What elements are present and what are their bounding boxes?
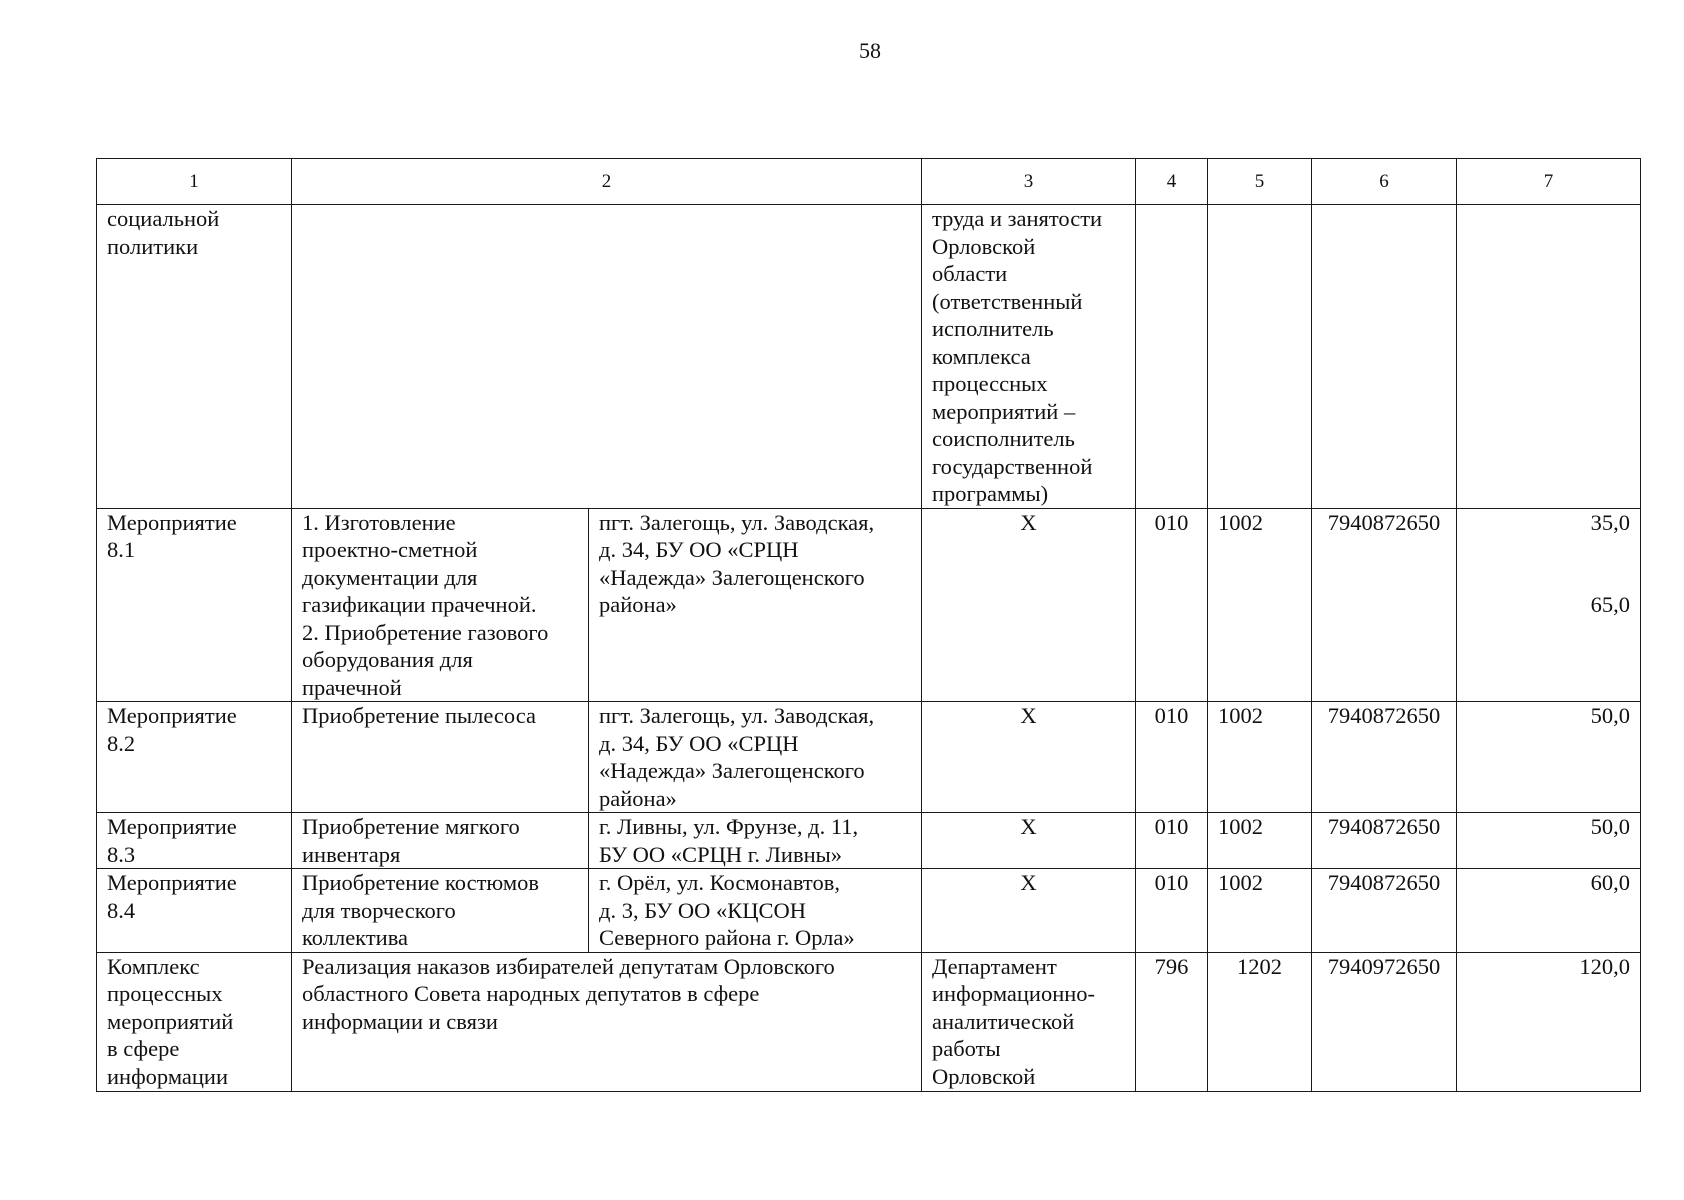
amount-cell: 60,0: [1457, 869, 1641, 953]
table-row: [97, 508, 1641, 702]
measure-description-cell: Приобретение пылесоса: [292, 702, 589, 813]
target-code-cell: 7940872650: [1312, 508, 1457, 702]
row-title-cell: Мероприятие 8.2: [97, 702, 292, 813]
target-code-cell: 7940872650: [1312, 702, 1457, 813]
amount-value: 65,0: [1590, 592, 1630, 617]
executor-cell: Х: [922, 869, 1136, 953]
section-code-cell: 1202: [1208, 952, 1312, 1091]
row-title-cell: Комплекс процессных мероприятий в сфере информации: [97, 952, 292, 1091]
section-code-cell: 1002: [1208, 508, 1312, 702]
header-cell-6: 6: [1312, 159, 1457, 205]
amount-cell: [1457, 508, 1641, 702]
amount-cell: [1457, 205, 1641, 509]
target-code-cell: [1312, 205, 1457, 509]
row-title-cell: Мероприятие 8.3: [97, 813, 292, 869]
target-code-cell: 7940972650: [1312, 952, 1457, 1091]
address-cell: г. Орёл, ул. Космонавтов, д. 3, БУ ОО «КЦСОН Северного района г. Орла»: [589, 869, 922, 953]
section-code-cell: 1002: [1208, 869, 1312, 953]
header-cell-1: 1: [97, 159, 292, 205]
description-cell: [292, 205, 922, 509]
row-title-cell: Мероприятие 8.4: [97, 869, 292, 953]
executor-cell: Х: [922, 508, 1136, 702]
address-cell: пгт. Залегощь, ул. Заводская, д. 34, БУ ОО «СРЦН «Надежда» Залегощенского района»: [589, 508, 922, 702]
column-number-header-row: [97, 159, 1641, 205]
target-code-cell: 7940872650: [1312, 869, 1457, 953]
executor-cell: Х: [922, 702, 1136, 813]
grbs-code-cell: 010: [1136, 508, 1208, 702]
section-code-cell: 1002: [1208, 702, 1312, 813]
address-cell: пгт. Залегощь, ул. Заводская, д. 34, БУ ОО «СРЦН «Надежда» Залегощенского района»: [589, 702, 922, 813]
grbs-code-cell: 010: [1136, 813, 1208, 869]
table-row: [97, 205, 1641, 509]
address-cell: г. Ливны, ул. Фрунзе, д. 11, БУ ОО «СРЦН г. Ливны»: [589, 813, 922, 869]
grbs-code-cell: [1136, 205, 1208, 509]
target-code-cell: 7940872650: [1312, 813, 1457, 869]
table-row: [97, 869, 1641, 953]
row-title-cell: социальной политики: [97, 205, 292, 509]
measure-description-cell: Приобретение мягкого инвентаря: [292, 813, 589, 869]
measure-description-cell: 1. Изготовление проектно-сметной документации для газификации прачечной. 2. Приобретение газового оборудования для прачечной: [292, 508, 589, 702]
amount-cell: 50,0: [1457, 813, 1641, 869]
measure-description-cell: Приобретение костюмов для творческого коллектива: [292, 869, 589, 953]
header-cell-4: 4: [1136, 159, 1208, 205]
header-cell-3: 3: [922, 159, 1136, 205]
executor-cell: труда и занятости Орловской области (ответственный исполнитель комплекса процессных мероприятий – соисполнитель государственной программы): [922, 205, 1136, 509]
table-row: [97, 952, 1641, 1091]
appropriations-table: [96, 158, 1641, 1092]
amount-cell: 50,0: [1457, 702, 1641, 813]
page-number: 58: [859, 38, 881, 63]
grbs-code-cell: 796: [1136, 952, 1208, 1091]
header-cell-5: 5: [1208, 159, 1312, 205]
grbs-code-cell: 010: [1136, 702, 1208, 813]
description-cell: Реализация наказов избирателей депутатам Орловского областного Совета народных депутатов в сфере информации и связи: [292, 952, 922, 1091]
executor-cell: Департамент информационно- аналитической работы Орловской: [922, 952, 1136, 1091]
section-code-cell: 1002: [1208, 813, 1312, 869]
amount-spacer: [1467, 536, 1630, 591]
table-row: [97, 702, 1641, 813]
amount-cell: 120,0: [1457, 952, 1641, 1091]
section-code-cell: [1208, 205, 1312, 509]
row-title-cell: Мероприятие 8.1: [97, 508, 292, 702]
header-cell-2: 2: [292, 159, 922, 205]
executor-cell: Х: [922, 813, 1136, 869]
header-cell-7: 7: [1457, 159, 1641, 205]
amount-value: 35,0: [1590, 509, 1630, 535]
table-row: [97, 813, 1641, 869]
grbs-code-cell: 010: [1136, 869, 1208, 953]
